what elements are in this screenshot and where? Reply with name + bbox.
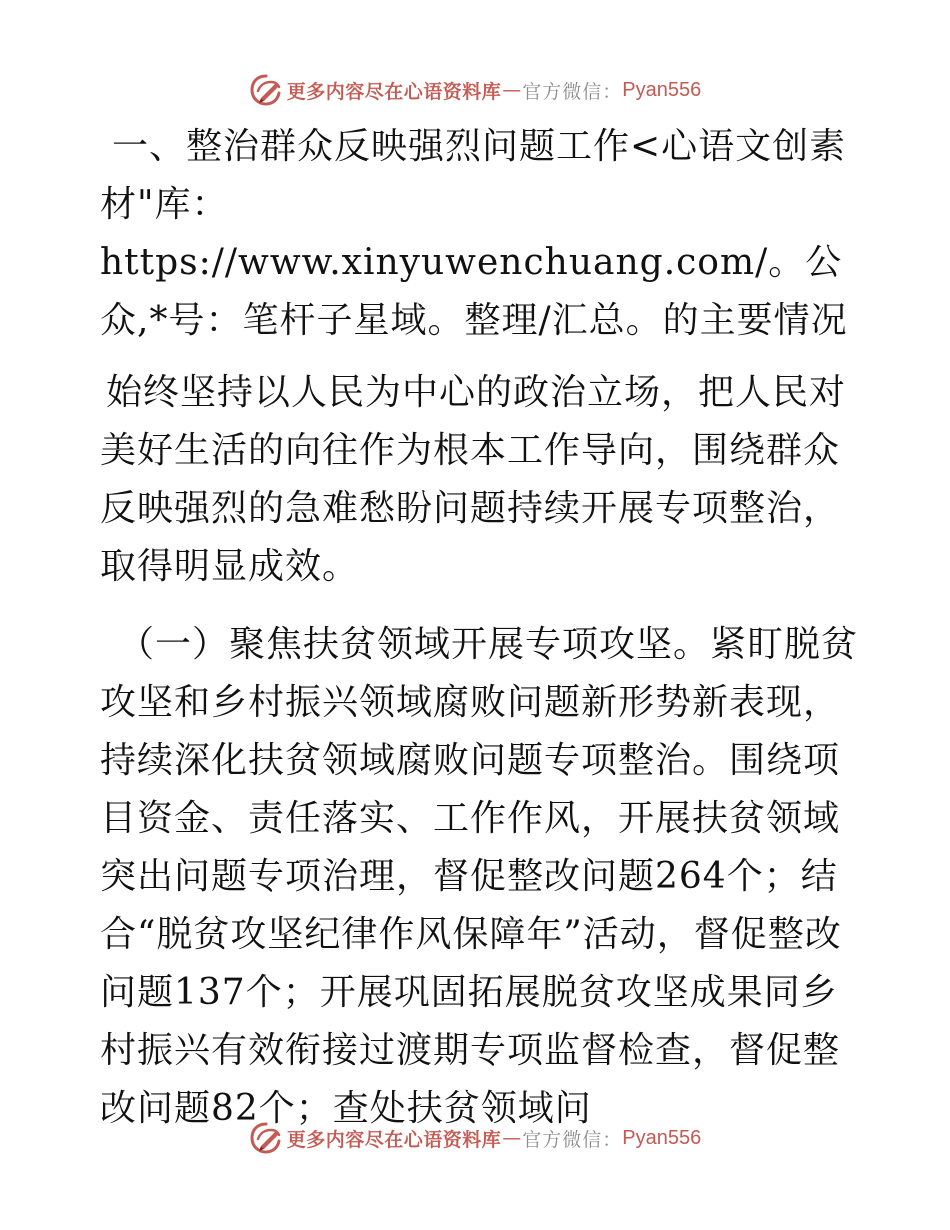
intro-paragraph: 始终坚持以人民为中心的政治立场，把人民对美好生活的向往作为根本工作导向，围绕群众反映强烈的急难愁盼问题持续开展专项整治，取得明显成效。	[100, 372, 847, 587]
section-one-paragraph: （一）聚焦扶贫领域开展专项攻坚。紧盯脱贫攻坚和乡村振兴领域腐败问题新形势新表现，持续深化扶贫领域腐败问题专项整治。围绕项目资金、责任落实、工作作风，开展扶贫领域突出问题专项治理，督促整改问题264个；结合“脱贫攻坚纪律作风保障年”活动，督促整改问题137个；开展巩固拓展脱贫攻坚成果同乡村振兴有效衔接过渡期专项监督检查，督促整改问题82个；查处扶贫领域问	[100, 624, 859, 1129]
watermark-wechat-id: Pyan556	[622, 78, 702, 101]
watermark-dash: —	[502, 1127, 522, 1149]
watermark-official-label: 官方微信：	[522, 80, 623, 103]
watermark-wechat-id: Pyan556	[622, 1126, 702, 1149]
watermark-dash: —	[502, 79, 522, 101]
document-body	[100, 118, 860, 1138]
watermark-main-text: 更多内容尽在心语资料库	[286, 80, 502, 103]
watermark-banner-top	[0, 70, 950, 110]
watermark-main-text: 更多内容尽在心语资料库	[286, 1128, 502, 1151]
section-heading: 一、整治群众反映强烈问题工作<心语文创素材"库：https://www.xinyuwenchuang.com/。公众,*号：笔杆子星域。整理/汇总。的主要情况	[100, 126, 848, 341]
watermark-official-label: 官方微信：	[522, 1128, 623, 1151]
red-pen-swirl-logo-icon	[249, 73, 283, 107]
watermark-banner-bottom	[0, 1118, 950, 1158]
red-pen-swirl-logo-icon	[249, 1121, 283, 1155]
